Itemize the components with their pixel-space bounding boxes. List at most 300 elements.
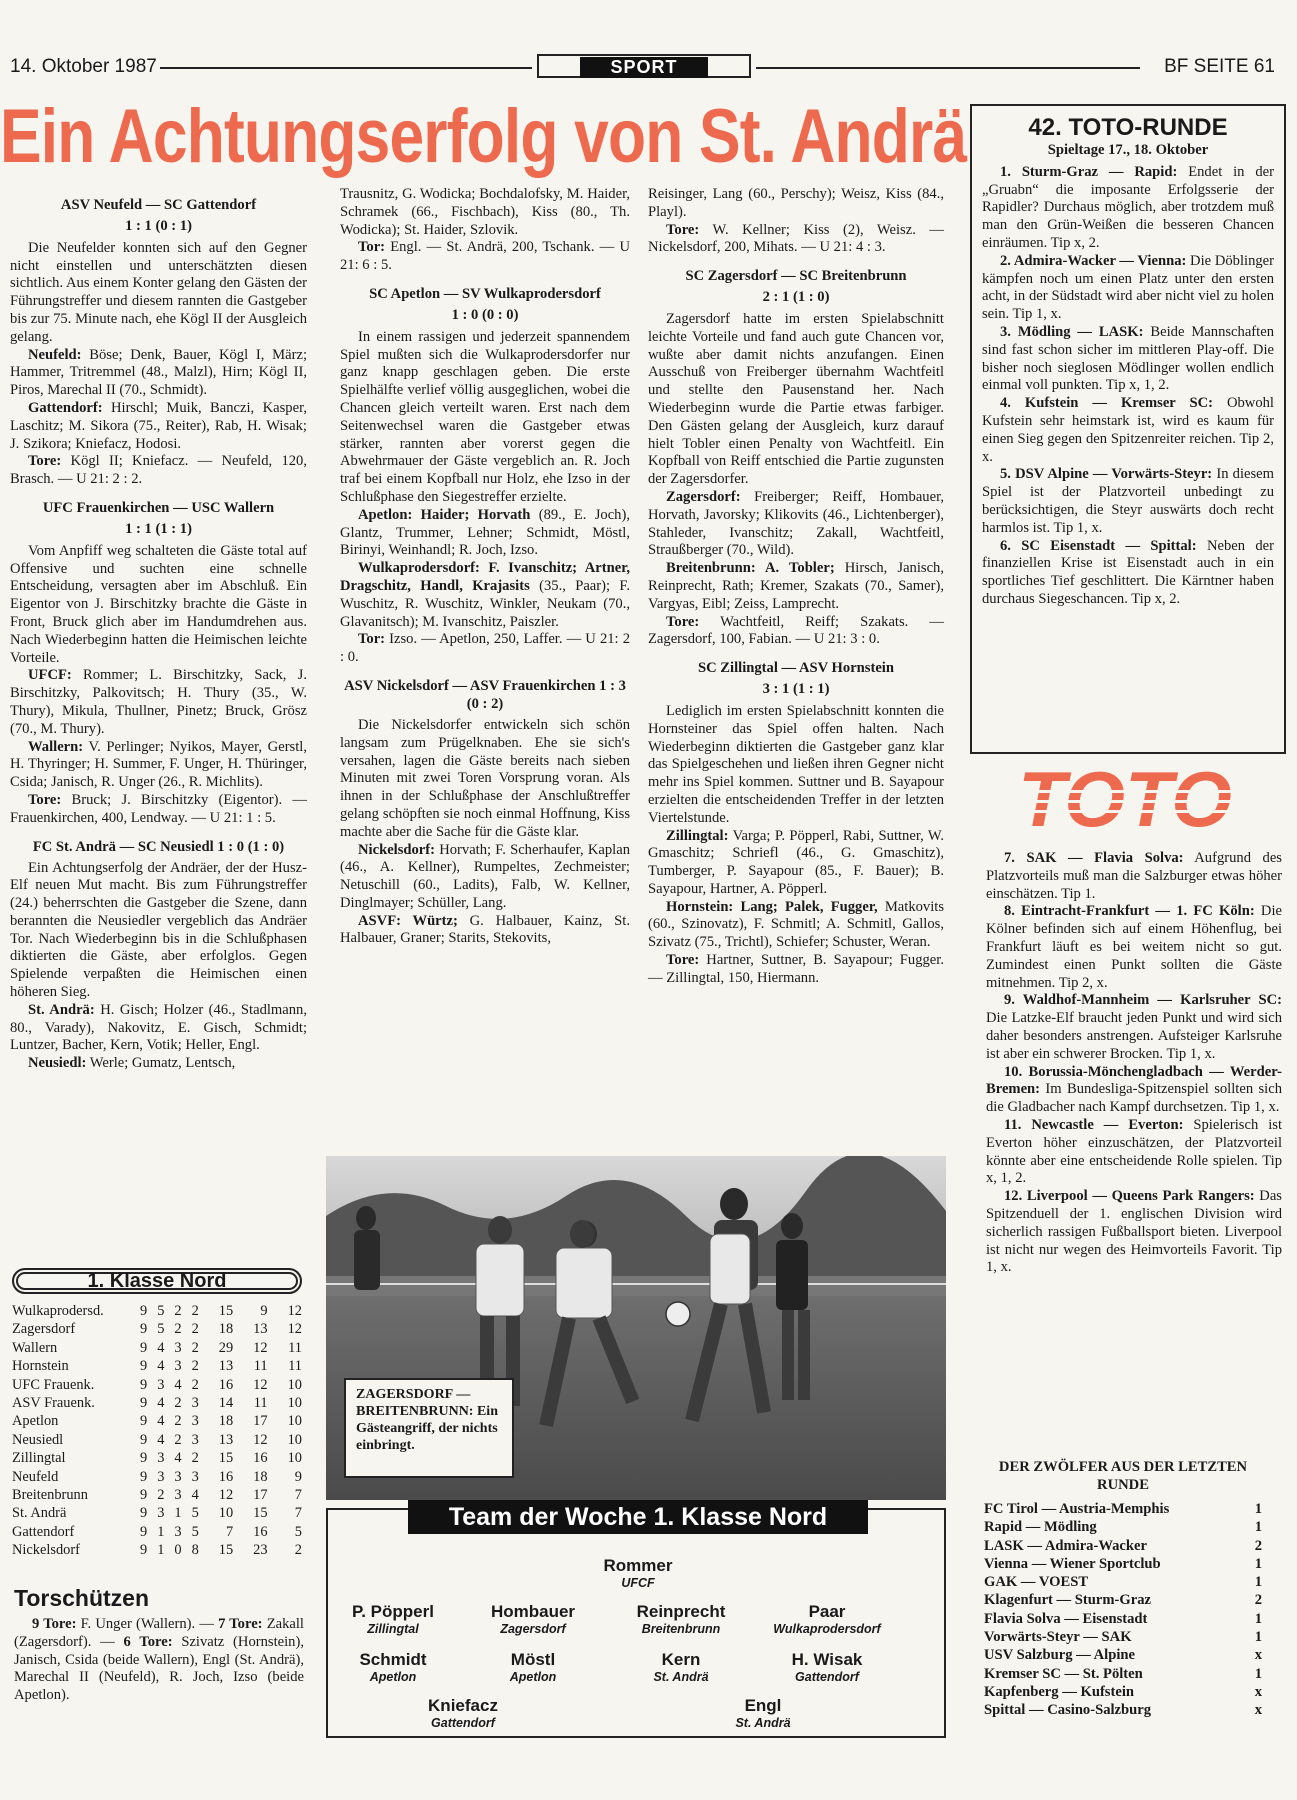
table-cell: 16 — [253, 1523, 268, 1540]
table-cell: 3 — [174, 1487, 182, 1504]
lineup: Gattendorf: Hirschl; Muik, Banczi, Kasper, Laschitz; M. Sikora (75., Reiter), Rab, H. Wisak; J. Szikora; Kniefacz, Hodosi. — [10, 399, 307, 452]
table-cell: 15 — [218, 1542, 234, 1559]
player-club: Apetlon — [369, 1670, 417, 1684]
team-name: Wulkaprodersd. — [12, 1303, 104, 1319]
match-report: Die Nickelsdorfer entwickeln sich schön langsam zum Prügelknaben. Ehe sie sich's versahen, lagen die Gäste bereits nach sieben Minuten mit zwei Toren Vorsprung voran. Als ihnen in der Schlußphase der Anschlußtreffer gelang schöpften sie noch einmal Hoffnung, Kiss machte aber die Sache für die Gäste klar. — [340, 716, 630, 840]
top-scorers — [14, 1584, 304, 1705]
table-cell: 18 — [218, 1413, 234, 1430]
table-cell: 4 — [157, 1395, 165, 1412]
league-table-grid — [12, 1302, 302, 1560]
lineup-label: ASVF: Würtz; — [358, 912, 458, 929]
toto-match: 11. Newcastle — Everton: — [1004, 1116, 1184, 1133]
table-cell: 12 — [253, 1339, 268, 1356]
lineup: Hornstein: Lang; Palek, Fugger, Matkovits (60., Szinovatz), F. Schmitl; A. Schmitl, Gallos, Szivatz (75., Trichtl), Schiefer; Schuster, Weran. — [648, 898, 944, 951]
zwoelfer-match: Kapfenberg — Kufstein — [984, 1683, 1134, 1700]
team-player — [318, 1602, 468, 1637]
team-player — [688, 1696, 838, 1731]
zwoelfer-match: LASK — Admira-Wacker — [984, 1537, 1147, 1554]
table-cell: 2 — [294, 1542, 302, 1559]
table-cell: 4 — [157, 1431, 165, 1448]
table-cell: 11 — [253, 1395, 268, 1412]
zwoelfer-row — [984, 1573, 1262, 1591]
page-header — [10, 54, 1275, 80]
player-club: UFCF — [621, 1576, 655, 1590]
table-cell: 2 — [174, 1413, 182, 1430]
team-name: Apetlon — [12, 1413, 59, 1430]
lineup: Breitenbrunn: A. Tobler; Hirsch, Janisch, Reinprecht, Rath; Kremer, Szakats (70., Samer), Vargyas, Eibl; Zeiss, Lamprecht. — [648, 560, 945, 612]
table-cell: 13 — [218, 1431, 234, 1448]
table-cell: 9 — [140, 1321, 148, 1338]
table-row — [12, 1523, 302, 1541]
table-cell: 5 — [294, 1523, 302, 1540]
table-cell: 4 — [174, 1450, 182, 1467]
match-heading: UFC Frauenkirchen — USC Wallern — [42, 499, 275, 516]
lineup-label: Tor: — [358, 631, 386, 648]
lineup-label: Neusiedl: — [28, 1055, 87, 1072]
table-cell: 17 — [253, 1413, 268, 1430]
toto-tip: 5. DSV Alpine — Vorwärts-Steyr: In diesem Spiel ist der Platzvorteil unbedingt zu berücksichtigen, die Steyr auswärts doch recht harmlos ist. Tip 1, x. — [982, 466, 1274, 536]
player-name: Kniefacz — [428, 1696, 498, 1715]
match-heading: FC St. Andrä — SC Neusiedl 1 : 0 (1 : 0) — [32, 838, 285, 855]
toto-match: 10. Borussia-Mönchengladbach — Werder-Bremen: — [986, 1063, 1282, 1098]
lineup-label: Tore: — [28, 791, 62, 808]
team-title: Team der Woche 1. Klasse Nord — [408, 1500, 868, 1534]
zwoelfer-result: 2 — [1254, 1537, 1262, 1554]
zwoelfer-result: x — [1254, 1702, 1262, 1719]
team-player — [458, 1650, 608, 1685]
toto-match: 8. Eintracht-Frankfurt — 1. FC Köln: — [1004, 903, 1255, 920]
match-report: Lediglich im ersten Spielabschnitt konnten die Hornsteiner das Spiel offen halten. Nach Wiederbeginn diktierten die Gastgeber ganz klar das Spielgeschehen und ließen ihren Gegner nicht mehr ins Spiel kommen. Suttner und B. Sayapour erzielten die entscheidenden Treffer in der letzten Viertelstunde. — [648, 702, 944, 826]
match-report: Die Neufelder konnten sich auf den Gegner nicht einstellen und unterschätzten diesen sichtlich. Aus einem Konter gelang den Gästen der Führungstreffer und diesem rannten die Gastgeber bis zur 75. Minute nach, ehe Kögl II der Ausgleich gelang. — [10, 239, 307, 345]
continued-text: Trausnitz, G. Wodicka; Bochdalofsky, M. Haider, Schramek (66., Fischbach), Kiss (80., Th. Wodicka); St. Haider, Szlovik. — [340, 186, 630, 238]
player-club: Zillingtal — [367, 1622, 419, 1636]
zwoelfer-row — [984, 1646, 1262, 1664]
lineup-label: Tore: — [666, 952, 700, 969]
toto-match: 12. Liverpool — Queens Park Rangers: — [1004, 1188, 1255, 1205]
player-name: H. Wisak — [791, 1650, 863, 1669]
section-label — [537, 54, 751, 78]
zwoelfer-result: 2 — [1254, 1592, 1262, 1609]
team-player — [752, 1650, 902, 1685]
lineup: Tore: W. Kellner; Kiss (2), Weisz. — Nickelsdorf, 200, Mihats. — U 21: 4 : 3. — [648, 221, 944, 256]
photo-caption: ZAGERSDORF — BREITENBRUNN: Ein Gästeangriff, der nichts einbringt. — [344, 1378, 514, 1478]
table-cell: 10 — [287, 1431, 302, 1448]
player-club: Apetlon — [509, 1670, 557, 1684]
table-cell: 2 — [174, 1303, 182, 1319]
lineup-label: Tore: — [28, 453, 62, 470]
table-cell: 4 — [157, 1339, 165, 1356]
table-cell: 5 — [191, 1505, 199, 1522]
table-cell: 16 — [253, 1450, 268, 1467]
table-cell: 4 — [157, 1413, 165, 1430]
table-row — [12, 1468, 302, 1486]
table-row — [12, 1541, 302, 1559]
player-club: St. Andrä — [653, 1670, 709, 1684]
toto-tip: 12. Liverpool — Queens Park Rangers: Das Spitzenduell der 1. englischen Division wird sicherlich rassigen Fußballsport bieten. Liverpool ist nicht nur wegen des Heimvorteils Favorit. Tip 1, x. — [986, 1188, 1282, 1276]
table-cell: 15 — [218, 1303, 234, 1319]
table-cell: 7 — [294, 1505, 302, 1522]
zwoelfer-match: FC Tirol — Austria-Memphis — [984, 1501, 1170, 1517]
zwoelfer-row — [984, 1683, 1262, 1701]
toto-tip: 6. SC Eisenstadt — Spittal: Neben der finanziellen Krise ist Eisenstadt auch in ein sportliches Tief geschlittert. Die Kärntner haben durchaus Siegeschancen. Tip x, 2. — [982, 537, 1274, 607]
team-name: Zagersdorf — [12, 1321, 76, 1338]
table-cell: 5 — [157, 1321, 165, 1338]
toto-box — [970, 104, 1286, 754]
header-rule-right — [756, 67, 1140, 69]
zwoelfer-result: x — [1254, 1647, 1262, 1664]
table-cell: 9 — [260, 1303, 268, 1319]
table-row — [12, 1486, 302, 1504]
table-cell: 3 — [191, 1468, 199, 1485]
lineup-label: Tor: — [358, 239, 386, 256]
toto-tip: 7. SAK — Flavia Solva: Aufgrund des Platzvorteils muß man die Salzburger etwas höher einschätzen. Tip 1. — [986, 850, 1282, 902]
table-cell: 29 — [218, 1339, 234, 1356]
table-cell: 9 — [140, 1339, 148, 1356]
table-cell: 4 — [174, 1376, 182, 1393]
player-club: Gattendorf — [431, 1716, 495, 1730]
zwoelfer-row — [984, 1500, 1262, 1518]
lineup: Tore: Kögl II; Kniefacz. — Neufeld, 120, Brasch. — U 21: 2 : 2. — [10, 453, 307, 488]
zwoelfer-match: Vorwärts-Steyr — SAK — [984, 1629, 1132, 1646]
table-cell: 3 — [157, 1376, 165, 1393]
goal-count: 7 Tore: — [218, 1616, 263, 1632]
lineup-label: Nickelsdorf: — [358, 841, 436, 858]
zwoelfer-row — [984, 1610, 1262, 1628]
table-cell: 7 — [294, 1487, 302, 1504]
table-cell: 3 — [191, 1395, 199, 1412]
table-cell: 9 — [140, 1303, 148, 1319]
zwoelfer-match: Spittal — Casino-Salzburg — [984, 1702, 1152, 1719]
table-cell: 10 — [287, 1413, 302, 1430]
player-club: Gattendorf — [795, 1670, 859, 1684]
table-cell: 9 — [140, 1468, 148, 1485]
table-cell: 2 — [191, 1376, 199, 1393]
table-cell: 2 — [174, 1321, 182, 1338]
zwoelfer-row — [984, 1518, 1262, 1536]
lineup-label: Apetlon: Haider; Horvath — [358, 506, 531, 523]
zwoelfer-row — [984, 1591, 1262, 1609]
issue-date: 14. Oktober 1987 — [10, 56, 157, 77]
zwoelfer-match: Klagenfurt — Sturm-Graz — [984, 1592, 1151, 1609]
table-cell: 18 — [253, 1468, 268, 1485]
lineup-label: Tore: — [666, 221, 700, 238]
team-player — [318, 1650, 468, 1685]
table-cell: 2 — [174, 1395, 182, 1412]
top-scorers-text: 9 Tore: F. Unger (Wallern). — 7 Tore: Zakall (Zagersdorf). — 6 Tore: Szivatz (Hornstein), Janisch, Csida (beide Wallern), Engl (St. Andrä), Marechal II (Neufeld), R. Joch, Izso (beide Apetlon). — [14, 1616, 304, 1704]
table-cell: 9 — [140, 1523, 148, 1540]
table-cell: 11 — [288, 1339, 302, 1356]
player-name: Schmidt — [359, 1650, 427, 1669]
lineup: Zagersdorf: Freiberger; Reiff, Hombauer, Horvath, Javorsky; Klikovits (46., Lichtenberger), Stahleder, Ivanschitz; Zakall, Wachtfeitl, Straußberger (70., Wild). — [648, 488, 944, 559]
zwoelfer-row — [984, 1665, 1262, 1683]
team-of-the-week — [326, 1503, 946, 1738]
toto-subtitle: Spieltage 17., 18. Oktober — [1047, 142, 1209, 158]
table-cell: 0 — [174, 1542, 182, 1559]
match-heading: ASV Neufeld — SC Gattendorf — [60, 197, 257, 213]
toto-tip: 4. Kufstein — Kremser SC: Obwohl Kufstein sehr heimstark ist, wird es kaum für einen Sieg gegen den Spitzenreiter reichen. Tip 2, x. — [982, 395, 1274, 465]
table-cell: 10 — [287, 1376, 302, 1393]
match-heading: SC Zagersdorf — SC Breitenbrunn — [685, 268, 907, 285]
match-heading: ASV Nickelsdorf — ASV Frauenkirchen 1 : 3 (0 : 2) — [344, 677, 626, 712]
lineup-label: Breitenbrunn: A. Tobler; — [666, 560, 835, 577]
player-name: P. Pöpperl — [352, 1602, 434, 1621]
toto-match: 9. Waldhof-Mannheim — Karlsruher SC: — [1004, 992, 1282, 1009]
zwoelfer-rows — [984, 1500, 1262, 1720]
zwoelfer-match: GAK — VOEST — [984, 1574, 1089, 1591]
table-cell: 1 — [174, 1505, 182, 1522]
match-score: 1 : 1 (1 : 1) — [125, 520, 192, 537]
table-cell: 7 — [225, 1523, 234, 1540]
team-player — [563, 1556, 713, 1591]
lineup: Wulkaprodersdorf: F. Ivanschitz; Artner, Dragschitz, Handl, Krajasits (35., Paar); F. Wuschitz, R. Wuschitz, Winkler, Neukam (70., Glavanitsch); M. Ivanschitz, Paiszler. — [340, 560, 630, 630]
table-cell: 9 — [140, 1431, 148, 1448]
match-heading: SC Apetlon — SV Wulkaprodersdorf — [369, 285, 601, 302]
toto-match: 5. DSV Alpine — Vorwärts-Steyr: — [1000, 466, 1213, 483]
table-cell: 3 — [174, 1523, 182, 1540]
team-name: St. Andrä — [12, 1505, 67, 1522]
table-cell: 11 — [288, 1358, 302, 1375]
lineup: Tor: Izso. — Apetlon, 250, Laffer. — U 21: 2 : 0. — [340, 631, 630, 666]
table-cell: 2 — [191, 1450, 199, 1467]
toto-logo — [1000, 760, 1250, 840]
table-cell: 2 — [191, 1321, 199, 1338]
toto-tip: 2. Admira-Wacker — Vienna: Die Döblinger kämpfen noch um einen Platz unter den ersten acht, in der Südstadt wird aber nicht viel zu holen sein. Tip 1, x. — [982, 252, 1274, 323]
table-row — [12, 1431, 302, 1449]
zwoelfer-result: 1 — [1254, 1610, 1262, 1627]
table-cell: 11 — [253, 1358, 268, 1375]
table-cell: 2 — [191, 1303, 199, 1319]
toto-match: 7. SAK — Flavia Solva: — [1004, 850, 1184, 866]
player-name: Kern — [661, 1650, 701, 1669]
table-cell: 1 — [157, 1523, 165, 1540]
lineup-label: Tore: — [666, 613, 700, 630]
match-heading: SC Zillingtal — ASV Hornstein — [698, 660, 894, 677]
team-name: Wallern — [12, 1339, 58, 1356]
lineup: ASVF: Würtz; G. Halbauer, Kainz, St. Halbauer, Graner; Starits, Stekovits, — [340, 912, 631, 947]
team-player — [458, 1602, 608, 1637]
zwoelfer-box — [984, 1458, 1262, 1720]
table-cell: 9 — [140, 1487, 148, 1504]
toto-match: 4. Kufstein — Kremser SC: — [1000, 395, 1213, 412]
table-cell: 18 — [218, 1321, 234, 1338]
lineup: Tor: Engl. — St. Andrä, 200, Tschank. — U 21: 6 : 5. — [340, 239, 630, 274]
header-rule-left — [160, 67, 532, 69]
lineup-label: Hornstein: Lang; Palek, Fugger, — [666, 898, 878, 915]
table-cell: 12 — [218, 1487, 234, 1504]
toto-tip: 9. Waldhof-Mannheim — Karlsruher SC: Die Latzke-Elf braucht jeden Punkt und wird sich daher besonders anstrengen. Aufsteiger Karlsruhe ist aber ein schwerer Brocken. Tip 1, x. — [986, 992, 1282, 1062]
table-cell: 8 — [191, 1542, 199, 1559]
lineup: Wallern: V. Perlinger; Nyikos, Mayer, Gerstl, H. Thyringer; H. Summer, F. Unger, H. Thüringer, Csida; Janisch, R. Unger (26., R. Michlits). — [10, 738, 307, 791]
table-cell: 13 — [253, 1321, 268, 1338]
lineup-label: Zillingtal: — [666, 827, 729, 844]
table-cell: 9 — [140, 1358, 148, 1375]
match-score: 1 : 1 (0 : 1) — [125, 218, 192, 234]
zwoelfer-match: Vienna — Wiener Sportclub — [984, 1555, 1161, 1572]
zwoelfer-result: 1 — [1254, 1629, 1262, 1646]
table-row — [12, 1449, 302, 1467]
player-club: St. Andrä — [735, 1716, 791, 1730]
table-cell: 16 — [218, 1468, 234, 1485]
toto-tip: 10. Borussia-Mönchengladbach — Werder-Bremen: Im Bundesliga-Spitzenspiel sollten sich die Gladbacher nach Kampf durchsetzen. Tip 1, x. — [986, 1063, 1282, 1116]
table-cell: 17 — [253, 1487, 268, 1504]
team-player — [388, 1696, 538, 1731]
continued-text: Reisinger, Lang (60., Perschy); Weisz, Kiss (84., Playl). — [648, 186, 944, 220]
lineup: Tore: Wachtfeitl, Reiff; Szakats. — Zagersdorf, 100, Fabian. — U 21: 3 : 0. — [648, 613, 944, 648]
lineup: Neusiedl: Werle; Gumatz, Lentsch, — [28, 1055, 236, 1072]
zwoelfer-row — [984, 1628, 1262, 1646]
table-cell: 3 — [157, 1468, 165, 1485]
table-cell: 2 — [174, 1431, 182, 1448]
table-cell: 9 — [140, 1450, 148, 1467]
table-cell: 12 — [253, 1431, 268, 1448]
table-cell: 2 — [157, 1487, 165, 1504]
zwoelfer-title: DER ZWÖLFER AUS DER LETZTEN RUNDE — [998, 1459, 1248, 1493]
player-name: Engl — [744, 1696, 782, 1715]
lineup: Neufeld: Böse; Denk, Bauer, Kögl I, März; Hammer, Tritremmel (48., Malzl), Hirn; Kögl II, Piros, Marechal II (70., Schmidt). — [10, 346, 307, 399]
table-cell: 10 — [218, 1505, 234, 1522]
table-cell: 12 — [287, 1303, 302, 1319]
team-name: Gattendorf — [12, 1523, 75, 1540]
match-report: Vom Anpfiff weg schalteten die Gäste total auf Offensive und suchten eine schnelle Entscheidung, versagten aber im Abschluß. Ein Eigentor von J. Birschitzky brachte die Gäste in Front, Bruck glich aber im Handumdrehen aus. Nach Wiederbeginn hatten die Heimischen leichte Vorteile. — [10, 542, 307, 666]
table-cell: 3 — [174, 1339, 182, 1356]
lineup-label: Gattendorf: — [28, 399, 103, 416]
team-name: UFC Frauenk. — [12, 1376, 95, 1393]
zwoelfer-match: Kremser SC — St. Pölten — [984, 1665, 1143, 1682]
table-cell: 1 — [157, 1542, 165, 1559]
player-name: Hombauer — [490, 1602, 576, 1621]
table-cell: 15 — [253, 1505, 268, 1522]
lineup: Tore: Bruck; J. Birschitzky (Eigentor). — Frauenkirchen, 400, Lendway. — U 21: 1 : 5. — [10, 791, 307, 826]
lineup-label: UFCF: — [28, 667, 72, 684]
team-name: Nickelsdorf — [12, 1542, 80, 1559]
toto-tip: 1. Sturm-Graz — Rapid: Endet in der „Gruabn“ die imposante Erfolgsserie der Rapidler? Durchaus möglich, aber trotzdem muß man den Grün-Weißen die besseren Chancen einräumen. Tip x, 2. — [982, 163, 1274, 251]
player-club: Breitenbrunn — [641, 1622, 721, 1636]
table-row — [12, 1394, 302, 1412]
zwoelfer-result: 1 — [1254, 1501, 1262, 1517]
table-row — [12, 1376, 302, 1394]
table-row — [12, 1339, 302, 1357]
team-player — [606, 1650, 756, 1685]
toto-match: 1. Sturm-Graz — Rapid: — [1000, 163, 1178, 180]
article-column-1 — [10, 186, 307, 1073]
match-score: 1 : 0 (0 : 0) — [451, 306, 519, 323]
player-name: Paar — [808, 1602, 846, 1621]
lineup-label: Zagersdorf: — [666, 488, 741, 505]
table-cell: 3 — [174, 1358, 182, 1375]
table-cell: 3 — [157, 1505, 165, 1522]
table-cell: 9 — [140, 1542, 148, 1559]
table-cell: 9 — [140, 1395, 148, 1412]
match-score: 3 : 1 (1 : 1) — [762, 681, 830, 698]
zwoelfer-result: 1 — [1254, 1555, 1262, 1572]
league-table-title: 1. Klasse Nord — [12, 1268, 302, 1294]
team-name: ASV Frauenk. — [12, 1395, 95, 1412]
table-cell: 12 — [253, 1376, 268, 1393]
page-number: BF SEITE 61 — [1164, 56, 1275, 77]
table-cell: 10 — [287, 1395, 302, 1412]
match-report: Ein Achtungserfolg der Andräer, der der Husz-Elf neuen Mut macht. Bis zum Führungstreffer (24.) beherrschten die Gastgeber die Szene, dann berannten die Neusiedler vergeblich das Andräer Tor. Nach Wiederbeginn bis in die Schlußphasen diktierten die Gäste, aber erfolglos. Gegen Spielende verpaßten die Heimischen einen höheren Sieg. — [10, 859, 307, 1001]
player-club: Zagersdorf — [500, 1622, 566, 1636]
zwoelfer-row — [984, 1537, 1262, 1555]
match-report: In einem rassigen und jederzeit spannendem Spiel mußten sich die Wulkaprodersdorfer nur ganz knapp geschlagen geben. Die erste Spielhälfte verlief völlig ausgeglichen, wobei die Chancen gleich verteilt waren. Erst nach dem Seitenwechsel waren die Gastgeber etwas stärker, rannten aber vorerst gegen die Abwehrmauer der Gäste vergeblich an. R. Joch traf bei einem Kopfball nur Holz, ehe Izso in der Schlußphase den Siegestreffer erzielte. — [340, 328, 630, 505]
table-cell: 15 — [218, 1450, 234, 1467]
toto-match: 2. Admira-Wacker — Vienna: — [1000, 252, 1187, 269]
table-cell: 4 — [157, 1358, 165, 1375]
lineup-label: Wallern: — [28, 738, 84, 755]
lineup: Nickelsdorf: Horvath; F. Scherhaufer, Kaplan (46., A. Kellner), Rumpeltes, Zechmeister; Netuschill (60., Ladits), Falb, W. Kellner, Dinglmayer; Schüller, Lang. — [340, 841, 630, 911]
zwoelfer-result: x — [1254, 1683, 1262, 1700]
table-cell: 16 — [218, 1376, 234, 1393]
article-column-3 — [648, 186, 944, 988]
team-name: Hornstein — [12, 1358, 69, 1375]
table-cell: 3 — [191, 1431, 199, 1448]
lineup-label: Neufeld: — [28, 346, 82, 363]
table-cell: 14 — [218, 1395, 234, 1412]
table-row — [12, 1357, 302, 1375]
player-name: Reinprecht — [636, 1602, 726, 1621]
table-cell: 10 — [287, 1450, 302, 1467]
player-name: Möstl — [510, 1650, 556, 1669]
lineup-label: St. Andrä: — [28, 1001, 95, 1018]
goal-count: 6 Tore: — [123, 1633, 173, 1650]
table-cell: 12 — [287, 1321, 302, 1338]
table-row — [12, 1320, 302, 1338]
table-cell: 2 — [191, 1358, 199, 1375]
match-report: Zagersdorf hatte im ersten Spielabschnitt leichte Vorteile und fand auch gute Chancen vor, wußte aber damit nichts anzufangen. Einen Ausschuß von Freiberger übernahm Wachtfeitl und stellte den Pausenstand her. Nach Wiederbeginn wurde die Partie etwas farbiger. Den Gästen gelang der Ausgleich, kurz darauf hielt Tobler einen Penalty von Wachtfeitl. Ein Kopfball von Reiff entschied die Partie zugunsten der Zagersdorfer. — [648, 310, 944, 488]
toto-tip: 3. Mödling — LASK: Beide Mannschaften sind fast schon sicher im mittleren Play-off. Die bisher noch sieglosen Mödlinger wollen endlich einmal voll punkten. Tip x, 1, 2. — [982, 323, 1274, 394]
zwoelfer-result: 1 — [1254, 1519, 1262, 1536]
lineup: Apetlon: Haider; Horvath (89., E. Joch), Glantz, Trummer, Lehner; Schmidt, Möstl, Birinyi, Weinhandl; R. Joch, Izso. — [340, 506, 630, 559]
table-cell: 13 — [218, 1358, 234, 1375]
toto-tip: 11. Newcastle — Everton: Spielerisch ist Everton höher einzuschätzen, der Platzvorteil könnte aber eine entscheidende Rolle spielen. Tip x, 1, 2. — [986, 1116, 1282, 1187]
zwoelfer-row — [984, 1701, 1262, 1719]
article-column-2 — [340, 186, 630, 948]
team-player — [752, 1602, 902, 1637]
top-scorers-title: Torschützen — [14, 1585, 150, 1611]
zwoelfer-row — [984, 1555, 1262, 1573]
table-cell: 3 — [157, 1450, 165, 1467]
team-name: Breitenbrunn — [12, 1487, 88, 1504]
table-cell: 3 — [174, 1468, 182, 1485]
toto-tip: 8. Eintracht-Frankfurt — 1. FC Köln: Die Kölner befinden sich auf einem Höhenflug, bei Frankfurt läuft es bei weitem nicht so gut. Zumindest einen Punkt sollten die Gäste mitnehmen. Tip 2, x. — [986, 903, 1282, 991]
toto-title: 42. TOTO-RUNDE — [1028, 114, 1228, 141]
table-cell: 9 — [294, 1468, 302, 1485]
match-score: 2 : 1 (1 : 0) — [762, 289, 830, 306]
lineup-label: Wulkaprodersdorf: F. Ivanschitz; Artner, Dragschitz, Handl, Krajasits — [340, 560, 630, 594]
table-cell: 3 — [191, 1413, 199, 1430]
zwoelfer-match: Flavia Solva — Eisenstadt — [984, 1610, 1148, 1627]
table-row — [12, 1504, 302, 1522]
lineup: Tore: Hartner, Suttner, B. Sayapour; Fugger. — Zillingtal, 150, Hiermann. — [648, 952, 944, 986]
lineup: UFCF: Rommer; L. Birschitzky, Sack, J. Birschitzky, Palkovitsch; H. Thury (35., W. Thury), Mikula, Thullner, Pinetz; Bruck, Grösz (70., M. Thury). — [10, 667, 307, 737]
section-label-text: SPORT — [580, 57, 707, 78]
team-player — [606, 1602, 756, 1637]
toto-match: 3. Mödling — LASK: — [1000, 323, 1144, 340]
toto-match: 6. SC Eisenstadt — Spittal: — [1000, 537, 1197, 554]
toto-items — [982, 164, 1274, 609]
table-cell: 5 — [157, 1303, 165, 1319]
table-cell: 9 — [140, 1413, 148, 1430]
table-cell: 5 — [191, 1523, 199, 1540]
headline: Ein Achtungserfolg von St. Andrä — [0, 94, 967, 179]
table-cell: 9 — [140, 1505, 148, 1522]
league-table — [12, 1268, 302, 1560]
zwoelfer-match: USV Salzburg — Alpine — [984, 1647, 1135, 1664]
goal-count: 9 Tore: — [32, 1616, 77, 1632]
team-name: Zillingtal — [12, 1450, 66, 1467]
table-cell: 23 — [253, 1542, 268, 1559]
zwoelfer-match: Rapid — Mödling — [984, 1519, 1097, 1536]
